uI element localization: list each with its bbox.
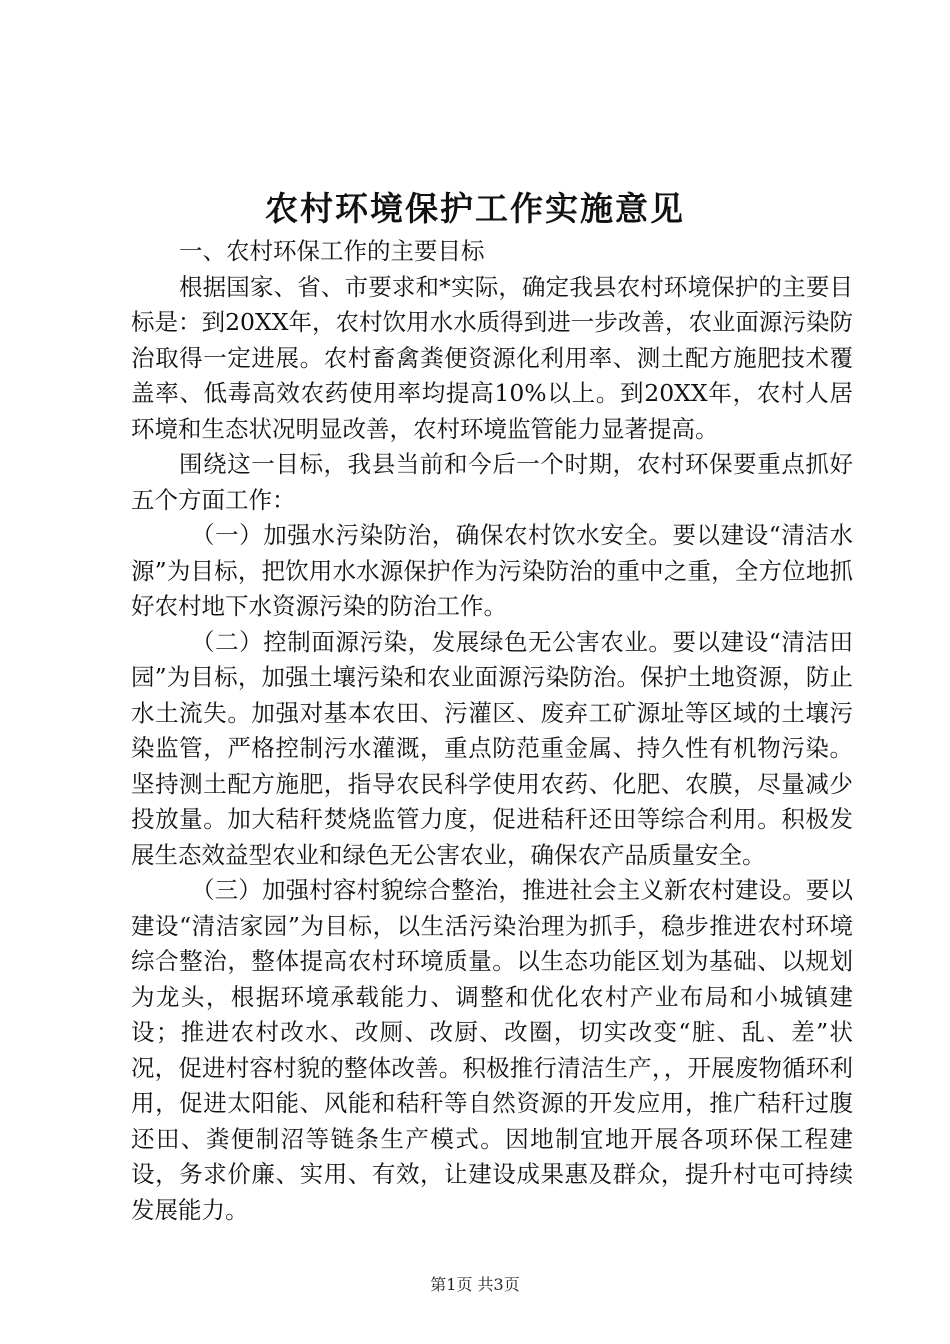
- body-paragraph: 根据国家、省、市要求和*实际，确定我县农村环境保护的主要目标是：到20XX年，农村饮用水水质得到进一步改善，农业面源污染防治取得一定进展。农村畜禽粪便资源化利用率、测土配方施肥技术覆盖率、低毒高效农药使用率均提高10%以上。到20XX年，农村人居环境和生态状况明显改善，农村环境监管能力显著提高。: [131, 272, 853, 443]
- document-body: [131, 234, 853, 1228]
- document-title: 农村环境保护工作实施意见: [265, 189, 685, 228]
- body-paragraph: （二）控制面源污染，发展绿色无公害农业。要以建设“清洁田园”为目标，加强土壤污染和农业面源污染防治。保护土地资源，防止水土流失。加强对基本农田、污灌区、废弃工矿源址等区域的土壤污染监管，严格控制污水灌溉，重点防范重金属、持久性有机物污染。坚持测土配方施肥，指导农民科学使用农药、化肥、农膜，尽量减少投放量。加大秸秆焚烧监管力度，促进秸秆还田等综合利用。积极发展生态效益型农业和绿色无公害农业，确保农产品质量安全。: [131, 627, 853, 869]
- body-paragraph: 围绕这一目标，我县当前和今后一个时期，农村环保要重点抓好五个方面工作：: [131, 450, 853, 514]
- body-paragraph: （一）加强水污染防治，确保农村饮水安全。要以建设“清洁水源”为目标，把饮用水水源保护作为污染防治的重中之重，全方位地抓好农村地下水资源污染的防治工作。: [131, 521, 853, 620]
- page-footer: 第1页 共3页: [430, 1275, 520, 1294]
- body-paragraph: （三）加强村容村貌综合整治，推进社会主义新农村建设。要以建设“清洁家园”为目标，以生活污染治理为抓手，稳步推进农村环境综合整治，整体提高农村环境质量。以生态功能区划为基础、以规划为龙头，根据环境承载能力、调整和优化农村产业布局和小城镇建设；推进农村改水、改厕、改厨、改圈，切实改变“脏、乱、差”状况，促进村容村貌的整体改善。积极推行清洁生产，，开展废物循环利用，促进太阳能、风能和秸秆等自然资源的开发应用，推广秸秆过腹还田、粪便制沼等链条生产模式。因地制宜地开展各项环保工程建设，务求价廉、实用、有效，让建设成果惠及群众，提升村屯可持续发展能力。: [131, 876, 853, 1224]
- section-heading: 一、农村环保工作的主要目标: [179, 237, 485, 265]
